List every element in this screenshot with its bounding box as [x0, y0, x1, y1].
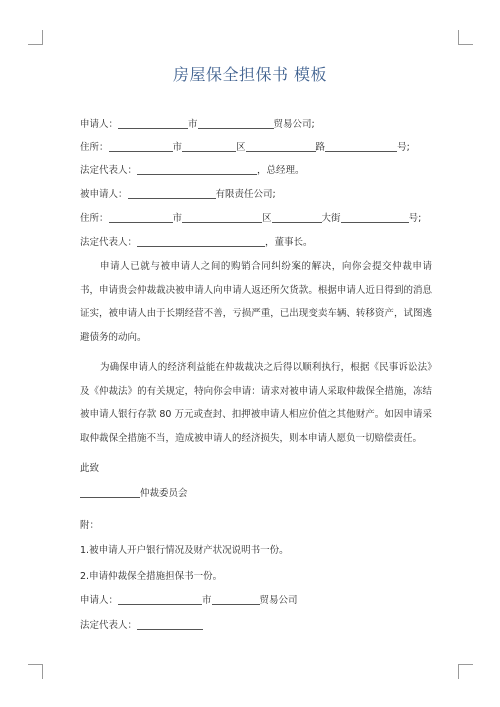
respondent-line: [80, 188, 276, 201]
body-paragraph-1: 申请人已就与被申请人之间的购销合同纠纷案的解决，向你会提交仲裁申请书，申请贵会仲裁裁决被申请人向申请人返还所欠货款。根据申请人近日得到的消息证实，被申请人由于长期经营不善，亏损严重，已出现变卖车辆、转移资产，试图逃避债务的动向。: [80, 261, 432, 343]
address2-district-blank: [182, 212, 262, 223]
attachment-2-line: [80, 570, 222, 583]
legal-rep1-label: 法定代表人：: [80, 165, 138, 176]
address2-label: 住所：: [80, 213, 109, 224]
signature-applicant-company-suffix: 贸易公司: [259, 595, 298, 606]
signature-applicant-city-blank: [118, 594, 202, 605]
address1-district-blank: [182, 141, 236, 152]
applicant-company-blank: [198, 118, 274, 129]
address1-city: 市: [172, 142, 183, 153]
crop-mark-top-right: [458, 30, 473, 45]
address1-label: 住所：: [80, 142, 109, 153]
committee-blank: [80, 487, 140, 498]
address2-street: 大街: [321, 213, 341, 224]
applicant-line: [80, 118, 315, 131]
address2-number: 号;: [408, 213, 422, 224]
address1-road: 路: [315, 142, 326, 153]
attachment-2: 2.申请仲裁保全措施担保书一份。: [80, 571, 223, 582]
attachment-1: 1.被申请人开户银行情况及财产状况说明书一份。: [80, 545, 289, 556]
signature-legal-rep-label: 法定代表人：: [80, 620, 138, 631]
applicant-city-suffix: 市: [188, 119, 198, 130]
address2-line: [80, 212, 421, 225]
legal-rep2-label: 法定代表人：: [80, 237, 138, 248]
signature-legal-rep-blank: [137, 619, 203, 630]
address2-city: 市: [172, 213, 183, 224]
address2-district: 区: [262, 213, 272, 224]
address1-line: [80, 141, 410, 154]
legal-rep2-suffix: ，董事长。: [265, 237, 313, 248]
crop-mark-top-left: [28, 30, 43, 45]
legal-rep1-blank: [137, 164, 257, 175]
committee-line: [80, 487, 188, 500]
legal-rep1-line: [80, 164, 305, 177]
address1-city-blank: [109, 141, 173, 152]
respondent-suffix: 有限责任公司;: [215, 189, 276, 200]
address1-number: 号;: [397, 142, 410, 153]
closing-text: 此致: [80, 463, 100, 474]
crop-mark-bottom-right: [458, 664, 473, 679]
body-paragraph-2: 为确保申请人的经济利益能在仲裁裁决之后得以顺利执行，根据《民事诉讼法》及《仲裁法》的有关规定，特向你会申请：请求对被申请人采取仲裁保全措施，冻结被申请人银行存款 80 万元或查封、扣押被申请人相应价值之其他财产。如因申请采取仲裁保全措施不当，造成被申请人的经济损失，则本申请人愿负一切赔偿责任。: [80, 362, 432, 444]
committee-suffix: 仲裁委员会: [140, 488, 188, 499]
legal-rep2-line: [80, 236, 313, 249]
applicant-company-suffix: 贸易公司;: [273, 119, 315, 130]
signature-applicant-line: [80, 594, 298, 607]
address2-city-blank: [109, 212, 173, 223]
respondent-label: 被申请人：: [80, 189, 128, 200]
respondent-blank: [128, 188, 216, 199]
address2-number-blank: [341, 212, 409, 223]
signature-applicant-company-blank: [212, 594, 260, 605]
address1-road-blank: [246, 141, 316, 152]
document-title: 房屋保全担保书 模板: [172, 65, 328, 84]
legal-rep1-suffix: ，总经理。: [257, 165, 305, 176]
address1-number-blank: [325, 141, 397, 152]
address2-street-blank: [272, 212, 322, 223]
signature-applicant-city-suffix: 市: [202, 595, 212, 606]
attachment-1-line: [80, 544, 289, 557]
attachments-label: 附：: [80, 520, 100, 531]
crop-mark-bottom-left: [28, 664, 43, 679]
applicant-city-blank: [118, 118, 188, 129]
signature-legal-rep-line: [80, 619, 203, 632]
address1-district: 区: [236, 142, 246, 153]
applicant-label: 申请人：: [80, 119, 119, 130]
closing-line: [80, 462, 99, 475]
legal-rep2-blank: [137, 236, 265, 247]
attachments-label-line: [80, 519, 99, 532]
signature-applicant-label: 申请人：: [80, 595, 119, 606]
